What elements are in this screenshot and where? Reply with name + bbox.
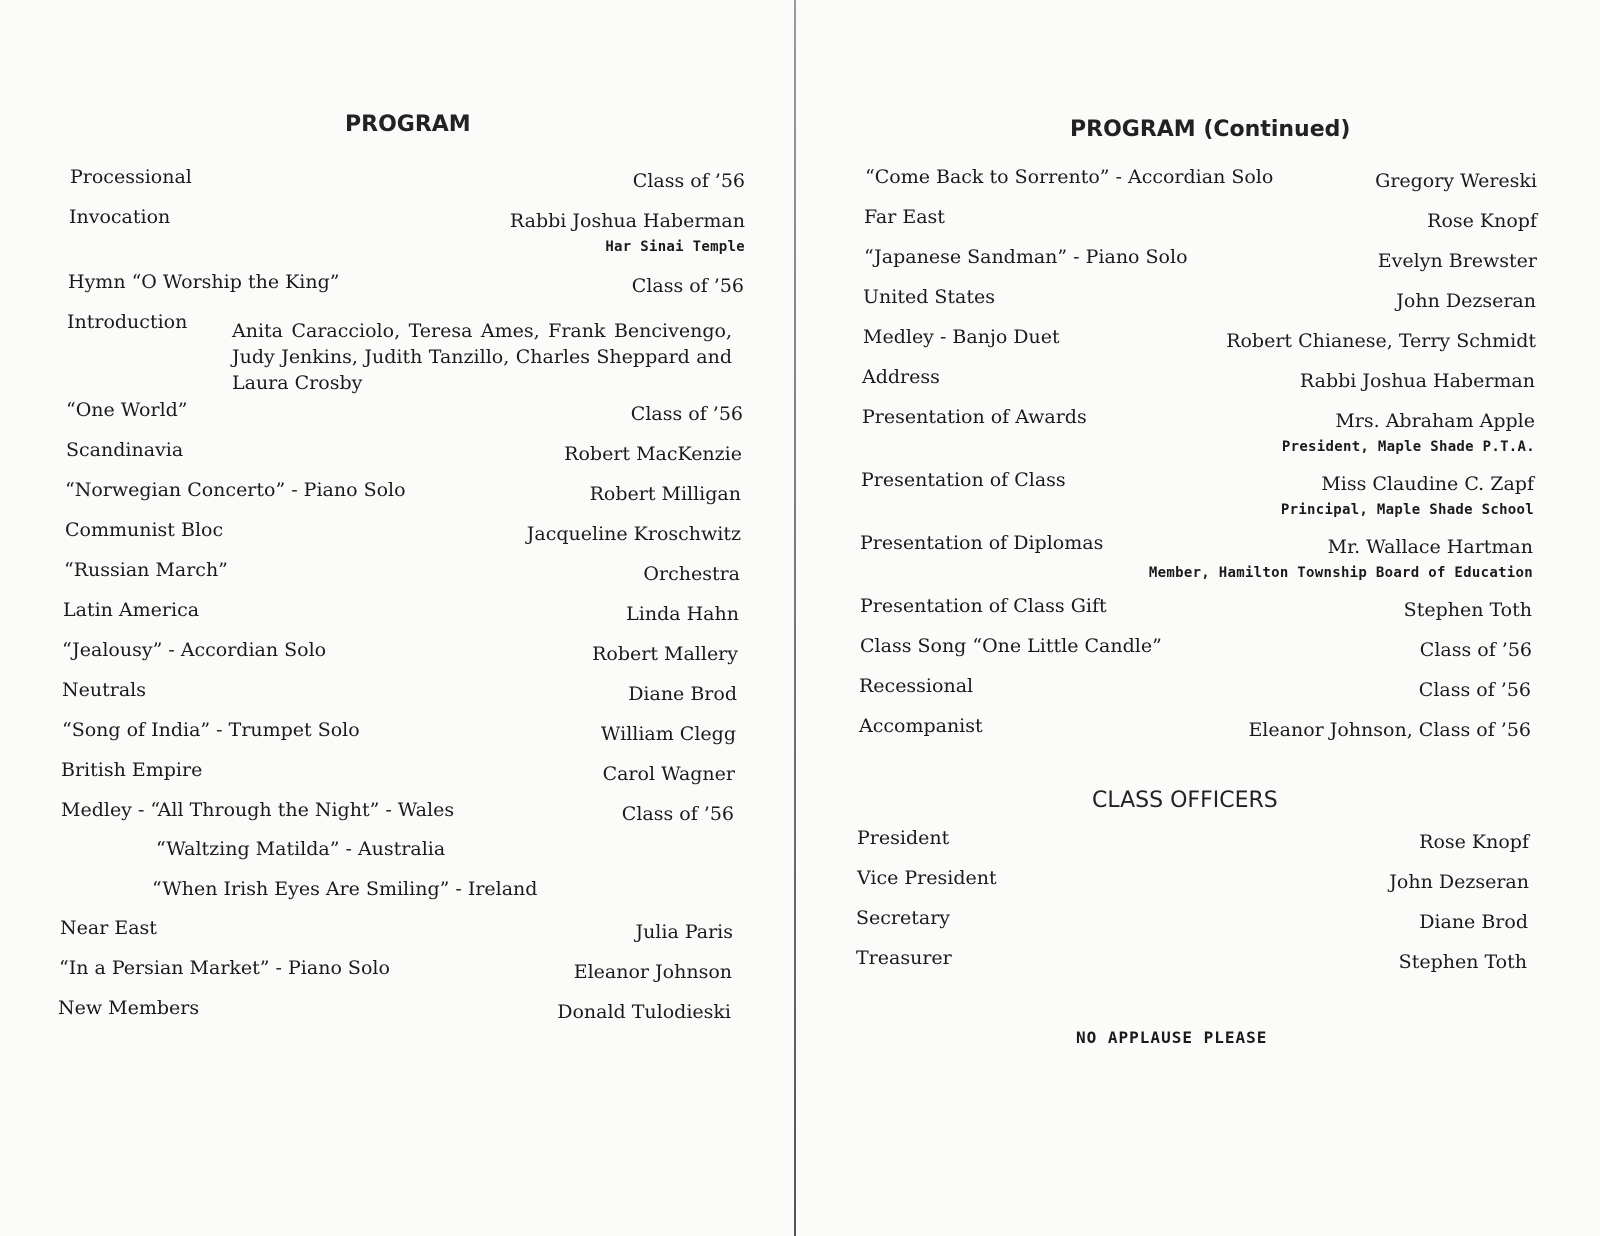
- program-item-label: Presentation of Diplomas: [860, 532, 1104, 554]
- program-row: [68, 270, 744, 300]
- introduction-names: Anita Caracciolo, Teresa Ames, Frank Bencivengo, Judy Jenkins, Judith Tanzillo, Charles Sheppard and Laura Crosby: [232, 320, 732, 394]
- program-row: [860, 634, 1532, 664]
- program-item-label: “Japanese Sandman” - Piano Solo: [864, 246, 1188, 268]
- program-item-label: Hymn “O Worship the King”: [68, 271, 340, 293]
- program-item-label: Medley - Banjo Duet: [863, 326, 1060, 348]
- program-row: [70, 165, 745, 195]
- program-item-label: Processional: [70, 166, 192, 188]
- program-item-performer: Class of ’56: [621, 803, 734, 825]
- program-item-performer: Mrs. Abraham Apple: [1335, 410, 1535, 432]
- officer-name: Stephen Toth: [1398, 951, 1527, 973]
- officer-role: Vice President: [857, 867, 997, 889]
- program-row: [862, 405, 1535, 455]
- program-item-performer: Rabbi Joshua Haberman: [509, 210, 745, 232]
- program-item-performer: Class of ’56: [630, 403, 743, 425]
- program-item-performer: Robert Milligan: [589, 483, 741, 505]
- program-item-label: “Come Back to Sorrento” - Accordian Solo: [865, 166, 1274, 188]
- program-item-label: Presentation of Class Gift: [860, 595, 1107, 617]
- officer-role: Treasurer: [856, 947, 952, 969]
- officer-row: [856, 906, 1528, 936]
- program-item-performer: Stephen Toth: [1403, 599, 1532, 621]
- program-row: [69, 205, 745, 255]
- page-fold: [794, 0, 796, 1236]
- program-item-label: Introduction: [67, 311, 188, 333]
- program-item-performer: Class of ’56: [631, 275, 744, 297]
- program-row: [862, 365, 1535, 395]
- officer-name: Rose Knopf: [1419, 831, 1529, 853]
- program-row: [67, 310, 227, 340]
- program-item-label: Medley - “All Through the Night” - Wales: [61, 799, 455, 821]
- program-row: [59, 956, 732, 986]
- program-row: [62, 678, 737, 708]
- officer-name: Diane Brod: [1419, 911, 1528, 933]
- officer-row: [856, 946, 1527, 976]
- program-item-label: Far East: [864, 206, 945, 228]
- program-item-label: Presentation of Awards: [862, 406, 1087, 428]
- program-item-performer: Rose Knopf: [1427, 210, 1537, 232]
- program-row: [66, 438, 742, 468]
- program-item-label: Invocation: [69, 206, 171, 228]
- program-row: [863, 285, 1536, 315]
- program-item-label: British Empire: [61, 759, 203, 781]
- right-page: [800, 0, 1600, 1236]
- program-item-performer: Carol Wagner: [602, 763, 735, 785]
- officer-row: [857, 826, 1529, 856]
- program-row: [64, 558, 740, 588]
- program-item-label: Accompanist: [859, 715, 983, 737]
- program-item-label: United States: [863, 286, 996, 308]
- program-row: [864, 205, 1537, 235]
- program-item-performer: Donald Tulodieski: [557, 1001, 731, 1023]
- program-item-label: “One World”: [66, 399, 188, 421]
- program-item-label: Near East: [60, 917, 157, 939]
- program-item-label: Class Song “One Little Candle”: [860, 635, 1162, 657]
- program-item-performer: Julia Paris: [635, 921, 733, 943]
- left-page: [0, 0, 795, 1236]
- program-item-performer: Jacqueline Kroschwitz: [526, 523, 741, 545]
- program-item-performer: William Clegg: [600, 723, 736, 745]
- notice-text: NO APPLAUSE PLEASE: [1076, 1028, 1268, 1047]
- program-item-performer: Class of ’56: [632, 170, 745, 192]
- program-item-label: Address: [862, 366, 940, 388]
- program-item-performer: Robert MacKenzie: [564, 443, 742, 465]
- officer-row: [857, 866, 1529, 896]
- program-item-performer: Miss Claudine C. Zapf: [1321, 473, 1534, 495]
- page-title: PROGRAM: [345, 112, 471, 137]
- program-row: [859, 714, 1531, 744]
- program-item-performer: Eleanor Johnson: [573, 961, 732, 983]
- program-row: [861, 468, 1534, 518]
- program-item-performer: Eleanor Johnson, Class of ’56: [1248, 719, 1531, 741]
- program-row: [58, 996, 731, 1026]
- officer-name: John Dezseran: [1389, 871, 1529, 893]
- program-item-performer: Linda Hahn: [626, 603, 739, 625]
- program-item-label: “Russian March”: [64, 559, 228, 581]
- program-item-label: Communist Bloc: [65, 519, 224, 541]
- program-row: [865, 165, 1537, 195]
- program-item-label: “Jealousy” - Accordian Solo: [62, 639, 327, 661]
- program-row: [860, 594, 1532, 624]
- program-item-performer: Evelyn Brewster: [1377, 250, 1537, 272]
- program-item-performer: Orchestra: [643, 563, 740, 585]
- program-item-performer: Diane Brod: [628, 683, 737, 705]
- program-row: [63, 598, 739, 628]
- program-row: [864, 245, 1537, 275]
- officer-role: President: [857, 827, 950, 849]
- program-item-label: “Song of India” - Trumpet Solo: [62, 719, 360, 741]
- program-row: [859, 674, 1531, 704]
- medley-line: “Waltzing Matilda” - Australia: [156, 838, 446, 860]
- program-item-label: Presentation of Class: [861, 469, 1066, 491]
- officers-title: CLASS OFFICERS: [1092, 788, 1278, 813]
- program-item-label: “In a Persian Market” - Piano Solo: [59, 957, 390, 979]
- program-item-label: Neutrals: [62, 679, 146, 701]
- program-item-performer: Gregory Wereski: [1375, 170, 1537, 192]
- program-item-affiliation: Principal, Maple Shade School: [1280, 502, 1534, 518]
- program-item-label: Scandinavia: [66, 439, 184, 461]
- program-row: [60, 916, 733, 946]
- officer-role: Secretary: [856, 907, 951, 929]
- program-row: [65, 478, 741, 508]
- program-row: [62, 718, 736, 748]
- program-item-performer: John Dezseran: [1396, 290, 1536, 312]
- program-item-affiliation: Har Sinai Temple: [605, 239, 745, 255]
- program-item-performer: Robert Chianese, Terry Schmidt: [1226, 330, 1536, 352]
- program-item-label: New Members: [58, 997, 200, 1019]
- program-item-affiliation: Member, Hamilton Township Board of Education: [1148, 565, 1533, 581]
- program-item-label: Latin America: [63, 599, 200, 621]
- program-item-performer: Robert Mallery: [592, 643, 738, 665]
- program-item-label: “Norwegian Concerto” - Piano Solo: [65, 479, 406, 501]
- medley-line: “When Irish Eyes Are Smiling” - Ireland: [152, 878, 538, 900]
- program-row: [61, 798, 734, 828]
- program-item-performer: Class of ’56: [1418, 679, 1531, 701]
- program-item-affiliation: President, Maple Shade P.T.A.: [1281, 439, 1535, 455]
- program-row: [65, 518, 741, 548]
- program-row: [61, 758, 735, 788]
- page-title: PROGRAM (Continued): [1070, 117, 1351, 142]
- program-row: [66, 398, 743, 428]
- program-item-performer: Mr. Wallace Hartman: [1327, 536, 1533, 558]
- program-item-performer: Class of ’56: [1419, 639, 1532, 661]
- program-row: [62, 638, 738, 668]
- program-item-performer: Rabbi Joshua Haberman: [1299, 370, 1535, 392]
- program-item-label: Recessional: [859, 675, 974, 697]
- program-row: [860, 531, 1533, 581]
- program-row: [863, 325, 1536, 355]
